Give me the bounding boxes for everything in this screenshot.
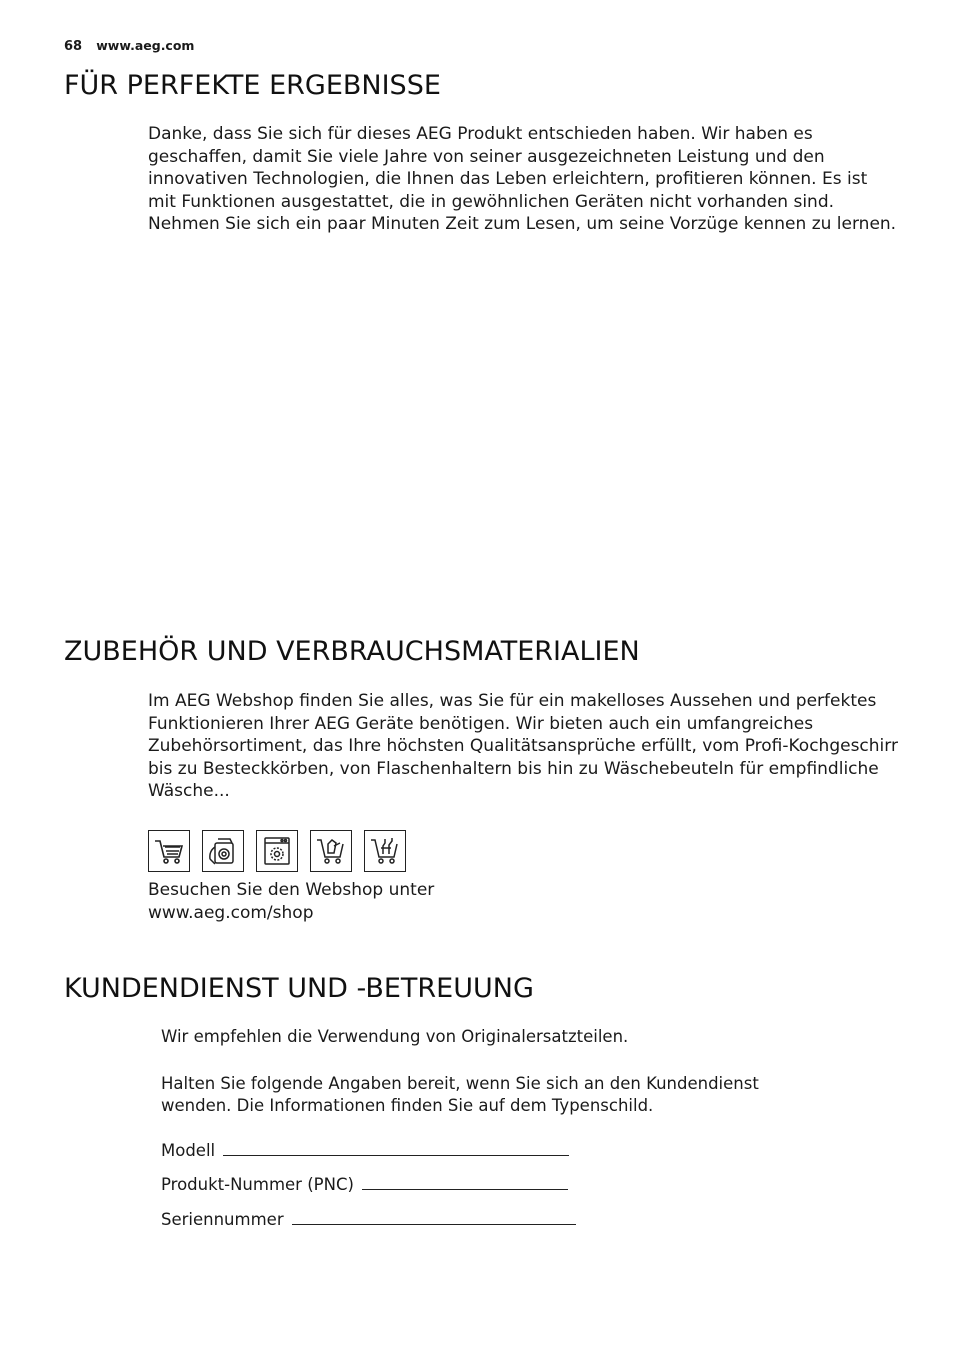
pnc-label: Produkt-Nummer (PNC) bbox=[161, 1175, 354, 1194]
model-line[interactable] bbox=[223, 1154, 569, 1156]
appliance-gear-icon bbox=[256, 830, 298, 872]
spare-parts-paragraph: Wir empfehlen die Verwendung von Originalersatzteilen. bbox=[161, 1027, 629, 1046]
model-label: Modell bbox=[161, 1141, 216, 1160]
page-header bbox=[64, 38, 194, 54]
cart-detergent-icon bbox=[310, 830, 352, 872]
webshop-text bbox=[148, 879, 900, 924]
webshop-icon-row bbox=[148, 830, 406, 872]
service-info-paragraph: Halten Sie folgende Angaben bereit, wenn Sie sich an den Kundendienst wenden. Die Informationen finden Sie auf dem Typenschild. bbox=[161, 1074, 759, 1115]
webshop-link[interactable]: www.aeg.com/shop bbox=[148, 902, 314, 923]
cart-bottle-icon bbox=[364, 830, 406, 872]
serial-number-label: Seriennummer bbox=[161, 1210, 284, 1229]
section-title-customer-service: KUNDENDIENST UND -BETREUUNG bbox=[64, 973, 534, 1004]
website-url[interactable]: www.aeg.com bbox=[96, 38, 195, 53]
model-field bbox=[161, 1141, 569, 1160]
serial-number-field bbox=[161, 1210, 576, 1229]
pnc-line[interactable] bbox=[362, 1188, 568, 1190]
intro-paragraph: Danke, dass Sie sich für dieses AEG Produkt entschieden haben. Wir haben es geschaffen, damit Sie viele Jahre von seiner ausgezeichneten Leistung und den innovativen Technologien, die Ihnen das Leben erleichtern, profitieren können. Es ist mit Funktionen ausgestattet, die in gewöhnlichen Geräten nicht vorhanden sind. Nehmen Sie sich ein paar Minuten Zeit zum Lesen, um seine Vorzüge kennen zu lernen. bbox=[148, 124, 897, 235]
accessories-paragraph: Im AEG Webshop finden Sie alles, was Sie für ein makelloses Aussehen und perfektes Funktionieren Ihrer AEG Geräte benötigen. Wir bieten auch ein umfangreiches Zubehörsortiment, das Ihre höchsten Qualitätsansprüche erfüllt, vom Profi-Kochgeschirr bis zu Besteckkörben, von Flaschenhaltern bis hin zu Wäschebeuteln für empfindliche Wäsche... bbox=[148, 691, 898, 802]
hand-appliance-icon bbox=[202, 830, 244, 872]
shopping-cart-icon bbox=[148, 830, 190, 872]
serial-number-line[interactable] bbox=[292, 1223, 576, 1225]
webshop-line: Besuchen Sie den Webshop unter bbox=[148, 880, 435, 900]
page-number: 68 bbox=[64, 39, 83, 54]
section-title-accessories: ZUBEHÖR UND VERBRAUCHSMATERIALIEN bbox=[64, 636, 640, 667]
pnc-field bbox=[161, 1175, 568, 1194]
section-title-perfect-results: FÜR PERFEKTE ERGEBNISSE bbox=[64, 70, 441, 101]
